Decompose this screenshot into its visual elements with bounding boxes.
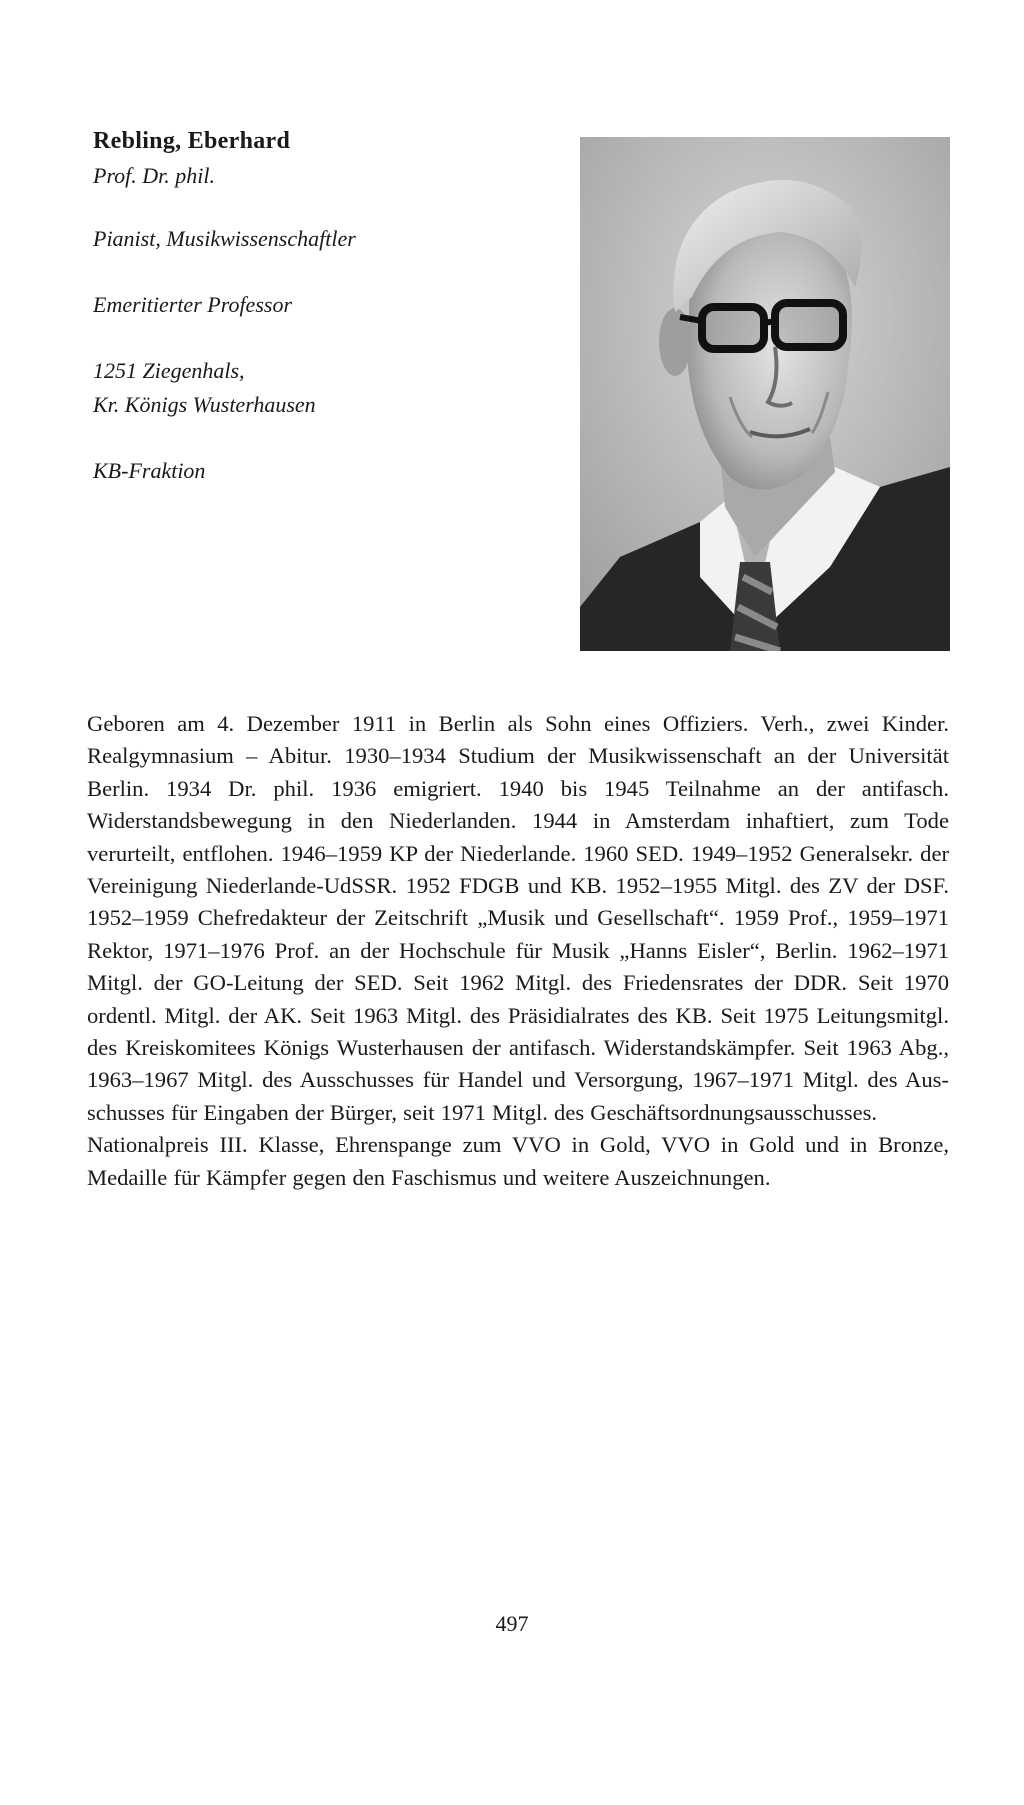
address-line-2: Kr. Königs Wusterhausen bbox=[93, 392, 316, 417]
academic-title: Prof. Dr. phil. bbox=[93, 163, 216, 188]
person-name: Rebling, Eberhard bbox=[93, 128, 291, 154]
profession: Pianist, Musikwissenschaftler bbox=[93, 226, 356, 251]
awards-paragraph: Nationalpreis III. Klasse, Ehrenspange zum VVO in Gold, VVO in Gold und in Bronze, Medaille für Kämpfer gegen den Faschismus und weitere Auszeichnungen. bbox=[87, 1132, 949, 1190]
biography-text bbox=[87, 708, 949, 1194]
position: Emeritierter Professor bbox=[93, 292, 292, 317]
address-line-1: 1251 Ziegenhals, bbox=[93, 358, 245, 383]
parliamentary-fraction: KB-Fraktion bbox=[93, 458, 206, 483]
portrait-photo bbox=[580, 137, 950, 651]
biography-paragraph: Geboren am 4. Dezember 1911 in Berlin als Sohn eines Offiziers. Verh., zwei Kinder. Realgymnasium – Abitur. 1930–1934 Studium der Musikwissenschaft an der Universität Berlin. 1934 Dr. phil. 1936 emigriert. 1940 bis 1945 Teilnahme an der antifasch. Widerstandsbewegung in den Niederlanden. 1944 in Amsterdam inhaftiert, zum Tode verurteilt, entflohen. 1946–1959 KP der Niederlande. 1960 SED. 1949–1952 Generalsekr. der Vereinigung Niederlande-UdSSR. 1952 FDGB und KB. 1952–1955 Mitgl. des ZV der DSF. 1952–1959 Chefredakteur der Zeitschrift „Musik und Gesellschaft“. 1959 Prof., 1959–1971 Rektor, 1971–1976 Prof. an der Hochschule für Musik „Hanns Eisler“, Berlin. 1962–1971 Mitgl. der GO-Leitung der SED. Seit 1962 Mitgl. des Friedensrates der DDR. Seit 1970 ordentl. Mitgl. der AK. Seit 1963 Mitgl. des Präsidialrates des KB. Seit 1975 Leitungsmitgl. des Kreiskomitees Königs Wusterhausen der antifasch. Widerstandskämpfer. Seit 1963 Abg., 1963–1967 Mitgl. des Ausschusses für Handel und Versorgung, 1967–1971 Mitgl. des Ausschusses für Eingaben der Bürger, seit 1971 Mitgl. des Geschäftsordnungsausschusses. bbox=[87, 711, 949, 1125]
page-number: 497 bbox=[495, 1611, 529, 1636]
